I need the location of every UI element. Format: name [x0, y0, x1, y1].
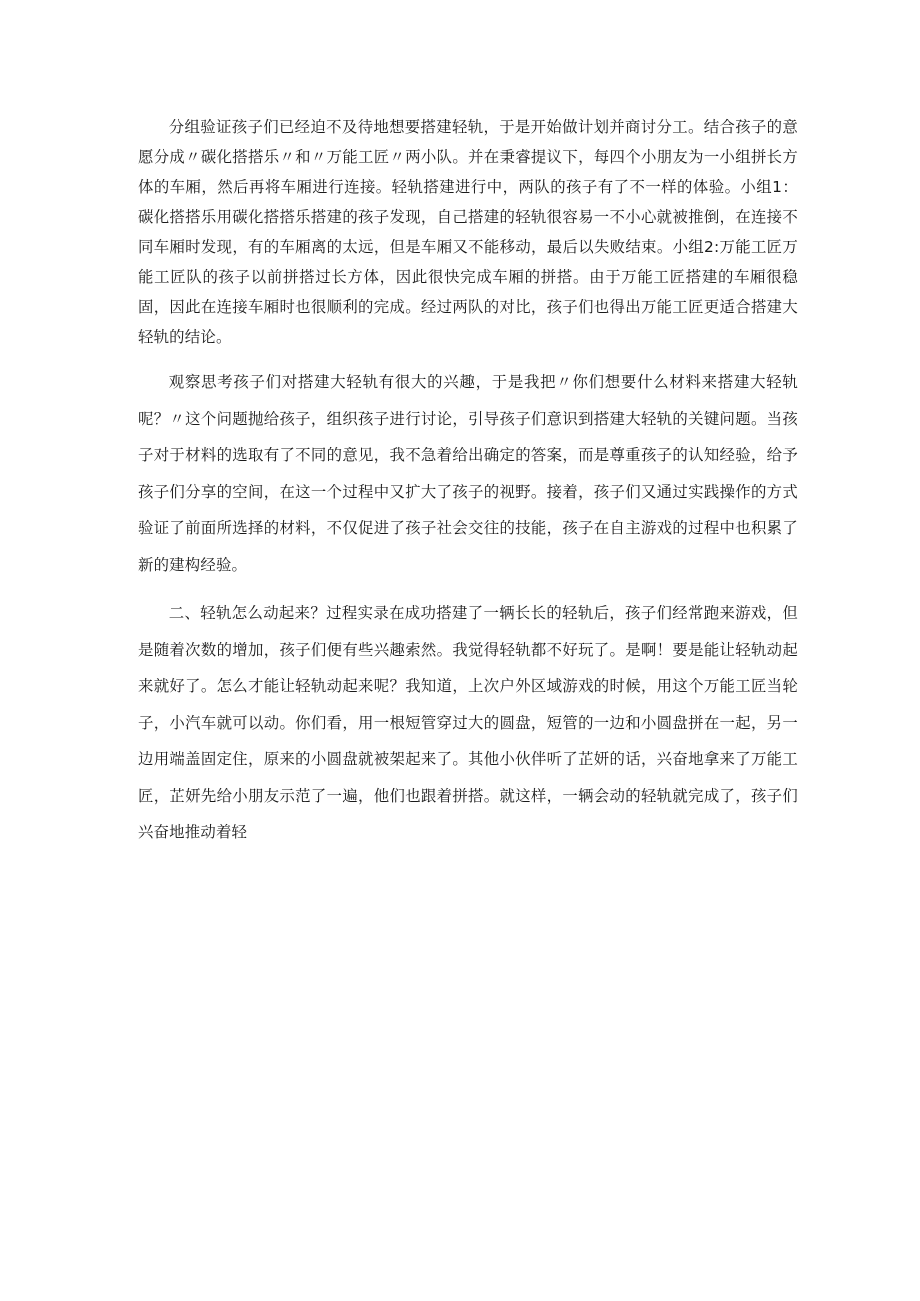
- paragraph-observation-thinking: 观察思考孩子们对搭建大轻轨有很大的兴趣，于是我把〃你们想要什么材料来搭建大轻轨呢？〃这个问题抛给孩子，组织孩子进行讨论，引导孩子们意识到搭建大轻轨的关键问题。当孩子对于材料的选取有了不同的意见，我不急着给出确定的答案，而是尊重孩子的认知经验，给予孩子们分享的空间，在这一个过程中又扩大了孩子的视野。接着，孩子们又通过实践操作的方式验证了前面所选择的材料，不仅促进了孩子社会交往的技能，孩子在自主游戏的过程中也积累了新的建构经验。: [138, 373, 798, 574]
- paragraph-how-to-move: 二、轻轨怎么动起来？过程实录在成功搭建了一辆长长的轻轨后，孩子们经常跑来游戏，但是随着次数的增加，孩子们便有些兴趣索然。我觉得轻轨都不好玩了。是啊！要是能让轻轨动起来就好了。怎么才能让轻轨动起来呢？我知道，上次户外区域游戏的时候，用这个万能工匠当轮子，小汽车就可以动。你们看，用一根短管穿过大的圆盘，短管的一边和小圆盘拼在一起，另一边用端盖固定住，原来的小圆盘就被架起来了。其他小伙伴听了芷妍的话，兴奋地拿来了万能工匠，芷妍先给小朋友示范了一遍，他们也跟着拼搭。就这样，一辆会动的轻轨就完成了，孩子们兴奋地推动着轻: [138, 604, 798, 841]
- document-body: [138, 112, 798, 851]
- paragraph-group-verification: 分组验证孩子们已经迫不及待地想要搭建轻轨，于是开始做计划并商讨分工。结合孩子的意愿分成〃碳化搭搭乐〃和〃万能工匠〃两小队。并在秉睿提议下，每四个小朋友为一小组拼长方体的车厢，然后再将车厢进行连接。轻轨搭建进行中，两队的孩子有了不一样的体验。小组1：碳化搭搭乐用碳化搭搭乐搭建的孩子发现，自己搭建的轻轨很容易一不小心就被推倒，在连接不同车厢时发现，有的车厢离的太远，但是车厢又不能移动，最后以失败结束。小组2:万能工匠万能工匠队的孩子以前拼搭过长方体，因此很快完成车厢的拼搭。由于万能工匠搭建的车厢很稳固，因此在连接车厢时也很顺利的完成。经过两队的对比，孩子们也得出万能工匠更适合搭建大轻轨的结论。: [138, 118, 798, 346]
